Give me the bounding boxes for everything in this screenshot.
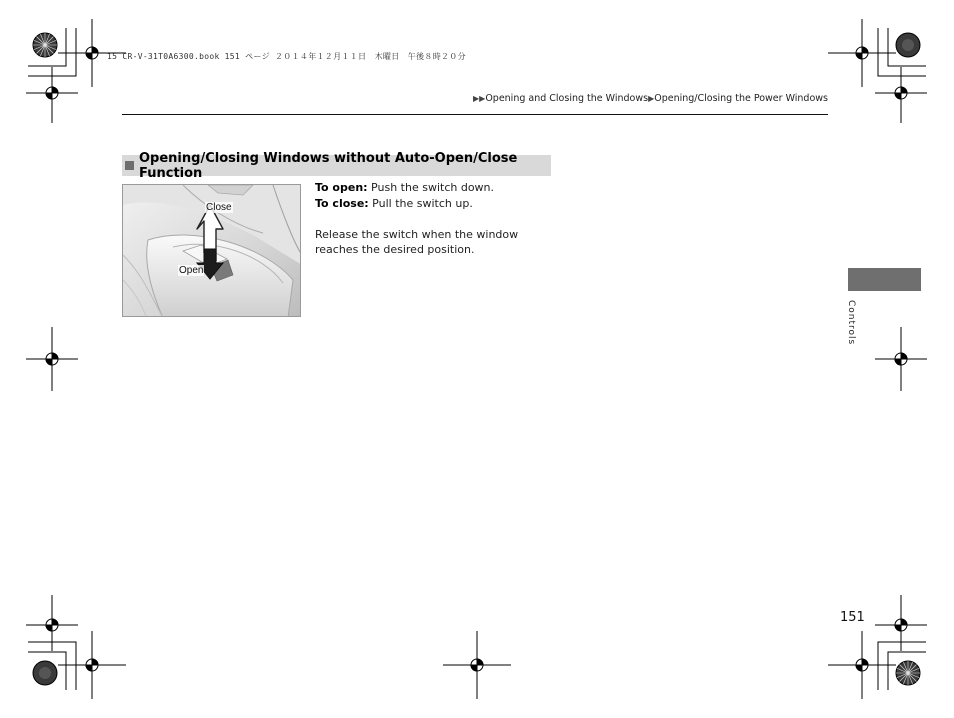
crosshair-icon xyxy=(26,327,78,391)
open-text: Push the switch down. xyxy=(367,181,495,194)
section-heading xyxy=(122,150,551,181)
starburst-target-icon xyxy=(896,661,920,685)
breadcrumb-current: Opening/Closing the Power Windows xyxy=(654,93,828,104)
label-close: Close xyxy=(206,202,232,213)
power-window-switch-illustration xyxy=(122,184,301,317)
close-label: To close: xyxy=(315,196,369,210)
breadcrumb-arrow-icon: ▶▶ xyxy=(473,94,486,103)
open-label: To open: xyxy=(315,181,368,194)
crosshair-icon xyxy=(875,327,927,391)
header-rule xyxy=(122,114,828,115)
starburst-target-icon xyxy=(33,661,57,685)
starburst-target-icon xyxy=(33,33,57,57)
chapter-label: Controls xyxy=(846,300,856,346)
release-note: Release the switch when the window reaches the desired position. xyxy=(315,227,519,257)
crosshair-icon xyxy=(26,67,78,123)
crosshair-icon xyxy=(828,19,896,87)
breadcrumb xyxy=(473,93,828,104)
label-open: Open xyxy=(179,265,204,276)
crosshair-icon xyxy=(443,631,511,699)
close-text: Pull the switch up. xyxy=(368,196,473,210)
crosshair-icon xyxy=(875,595,927,651)
heading-square-icon xyxy=(125,161,134,170)
crosshair-icon xyxy=(875,67,927,123)
page-number: 151 xyxy=(840,610,865,625)
crosshair-icon xyxy=(26,595,78,651)
breadcrumb-separator-icon: ▶ xyxy=(648,94,655,103)
print-header: 15 CR-V-31T0A6300.book 151 ページ ２０１４年１２月１１日 木曜日 午後８時２０分 xyxy=(107,52,466,61)
instructions xyxy=(315,180,555,258)
starburst-target-icon xyxy=(896,33,920,57)
chapter-tab xyxy=(848,268,921,291)
breadcrumb-parent: Opening and Closing the Windows xyxy=(485,93,649,104)
close-instruction xyxy=(315,196,555,212)
section-title: Opening/Closing Windows without Auto-Open/Close Function xyxy=(139,150,518,181)
crosshair-icon xyxy=(58,631,126,699)
crosshair-icon xyxy=(828,631,896,699)
open-instruction xyxy=(315,180,555,196)
